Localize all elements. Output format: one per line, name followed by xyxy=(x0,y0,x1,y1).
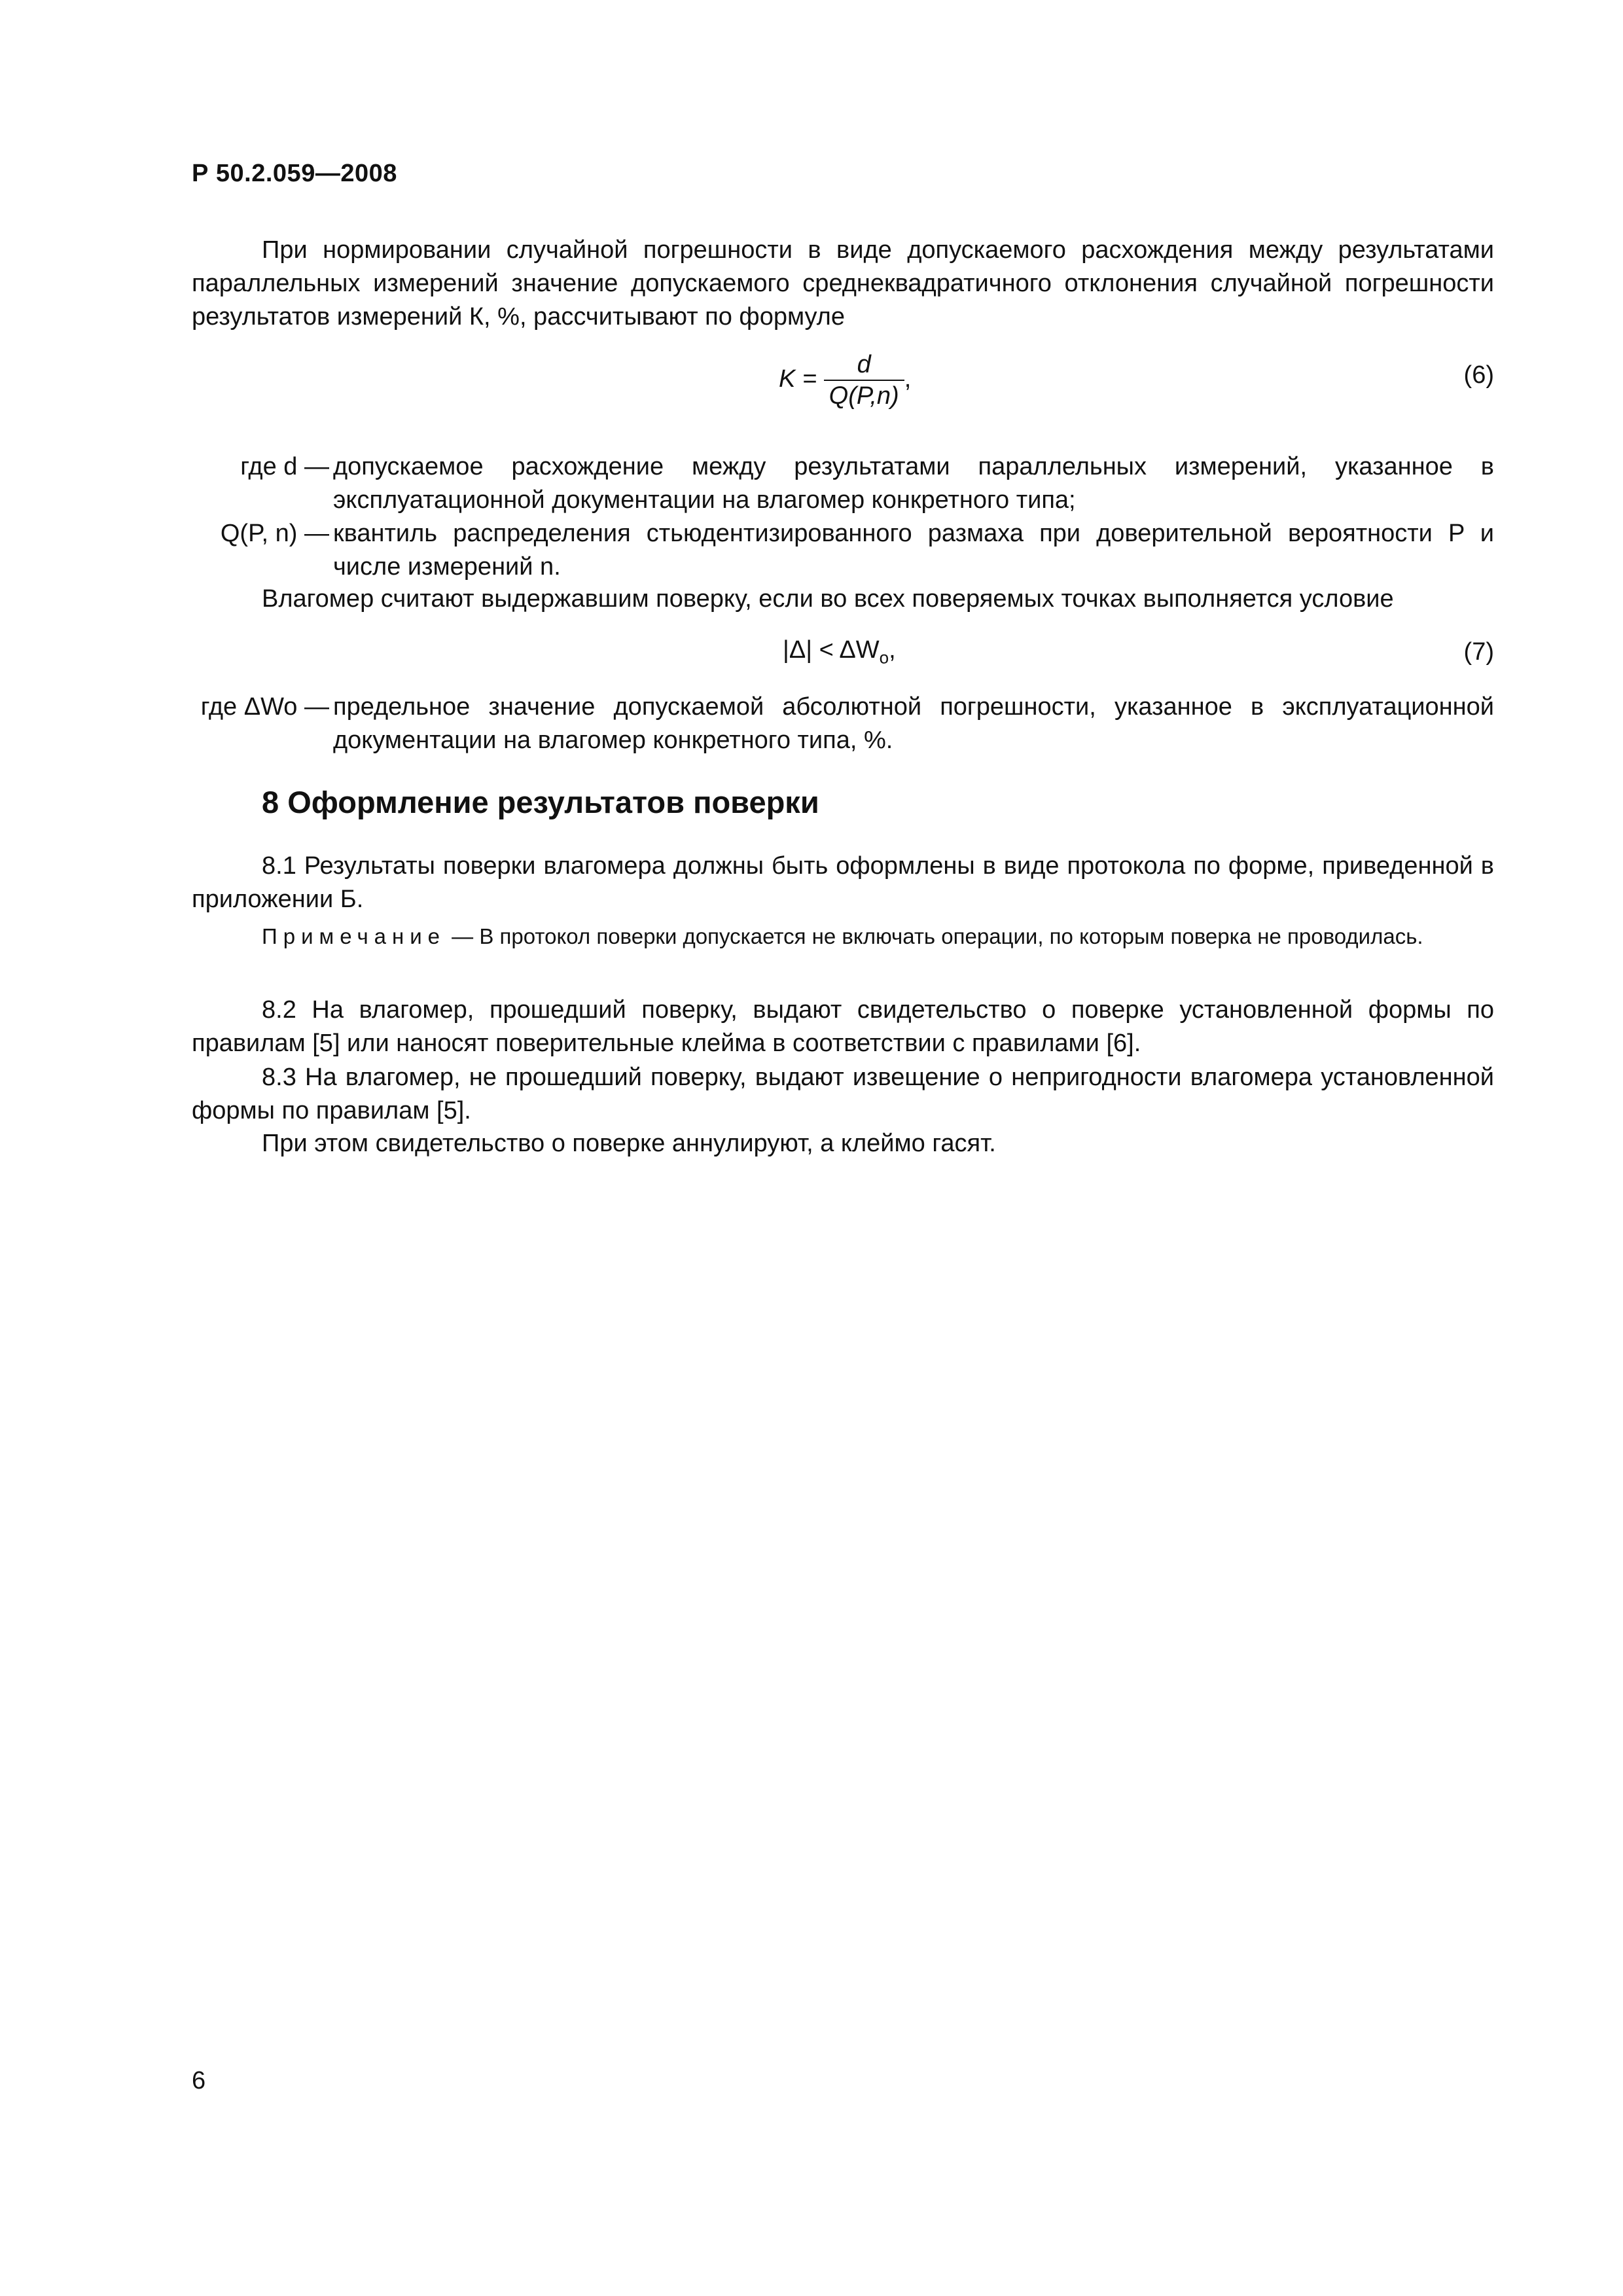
paragraph-random-error: При нормировании случайной погрешности в виде допускаемого расхождения между результатами параллельных измерений значение допускаемого среднеквадратичного отклонения случайной погрешности результатов измерений К, %, рассчитывают по формуле xyxy=(192,236,1494,331)
equation-number-6: (6) xyxy=(1463,361,1494,389)
paragraph-8-2: 8.2 На влагомер, прошедший поверку, выдают свидетельство о поверке установленной формы по правилам [5] или наносят поверительные клейма в соответствии с правилами [6]. xyxy=(192,996,1494,1057)
definition-term: где ΔWo — xyxy=(200,693,329,721)
formula-6-comma: , xyxy=(904,365,912,393)
formula-6-denominator: Q(P,n) xyxy=(829,382,899,410)
formula-6 xyxy=(779,352,911,408)
definition-text: предельное значение допускаемой абсолютной погрешности, указанное в эксплуатационной документации на влагомер конкретного типа, %. xyxy=(333,693,1494,754)
formula-6-numerator: d xyxy=(824,352,904,381)
formula-6-fraction xyxy=(824,352,904,408)
formula-7-expression: |Δ| < ΔW xyxy=(783,636,880,664)
definition-text: допускаемое расхождение между результатами параллельных измерений, указанное в эксплуатационной документации на влагомер конкретного типа; xyxy=(333,453,1494,514)
formula-6-lhs: K = xyxy=(779,365,817,393)
formula-7-comma: , xyxy=(889,636,896,664)
equation-number-7: (7) xyxy=(1463,638,1494,666)
definition-text: квантиль распределения стьюдентизированного размаха при доверительной вероятности P и числе измерений n. xyxy=(333,520,1494,581)
note xyxy=(192,922,1494,952)
paragraph-8-3: 8.3 На влагомер, не прошедший поверку, выдают извещение о непригодности влагомера установленной формы по правилам [5]. xyxy=(192,1064,1494,1124)
standard-number: Р 50.2.059—2008 xyxy=(192,160,397,187)
formula-7 xyxy=(783,637,896,666)
paragraph-8-3-continued: При этом свидетельство о поверке аннулируют, а клеймо гасят. xyxy=(262,1130,996,1157)
formula-7-subscript: o xyxy=(879,647,889,668)
note-label: Примечание xyxy=(262,924,446,948)
definition-term: где d — xyxy=(240,453,329,480)
paragraph-8-1: 8.1 Результаты поверки влагомера должны быть оформлены в виде протокола по форме, приведенной в приложении Б. xyxy=(192,852,1494,913)
page-number: 6 xyxy=(192,2067,206,2094)
definition-term: Q(P, n) — xyxy=(220,520,329,547)
section-heading: 8 Оформление результатов поверки xyxy=(262,785,819,819)
paragraph-verify-condition: Влагомер считают выдержавшим поверку, если во всех поверяемых точках выполняется условие xyxy=(262,585,1394,613)
note-text: — В протокол поверки допускается не включать операции, по которым поверка не проводилась. xyxy=(446,924,1423,948)
